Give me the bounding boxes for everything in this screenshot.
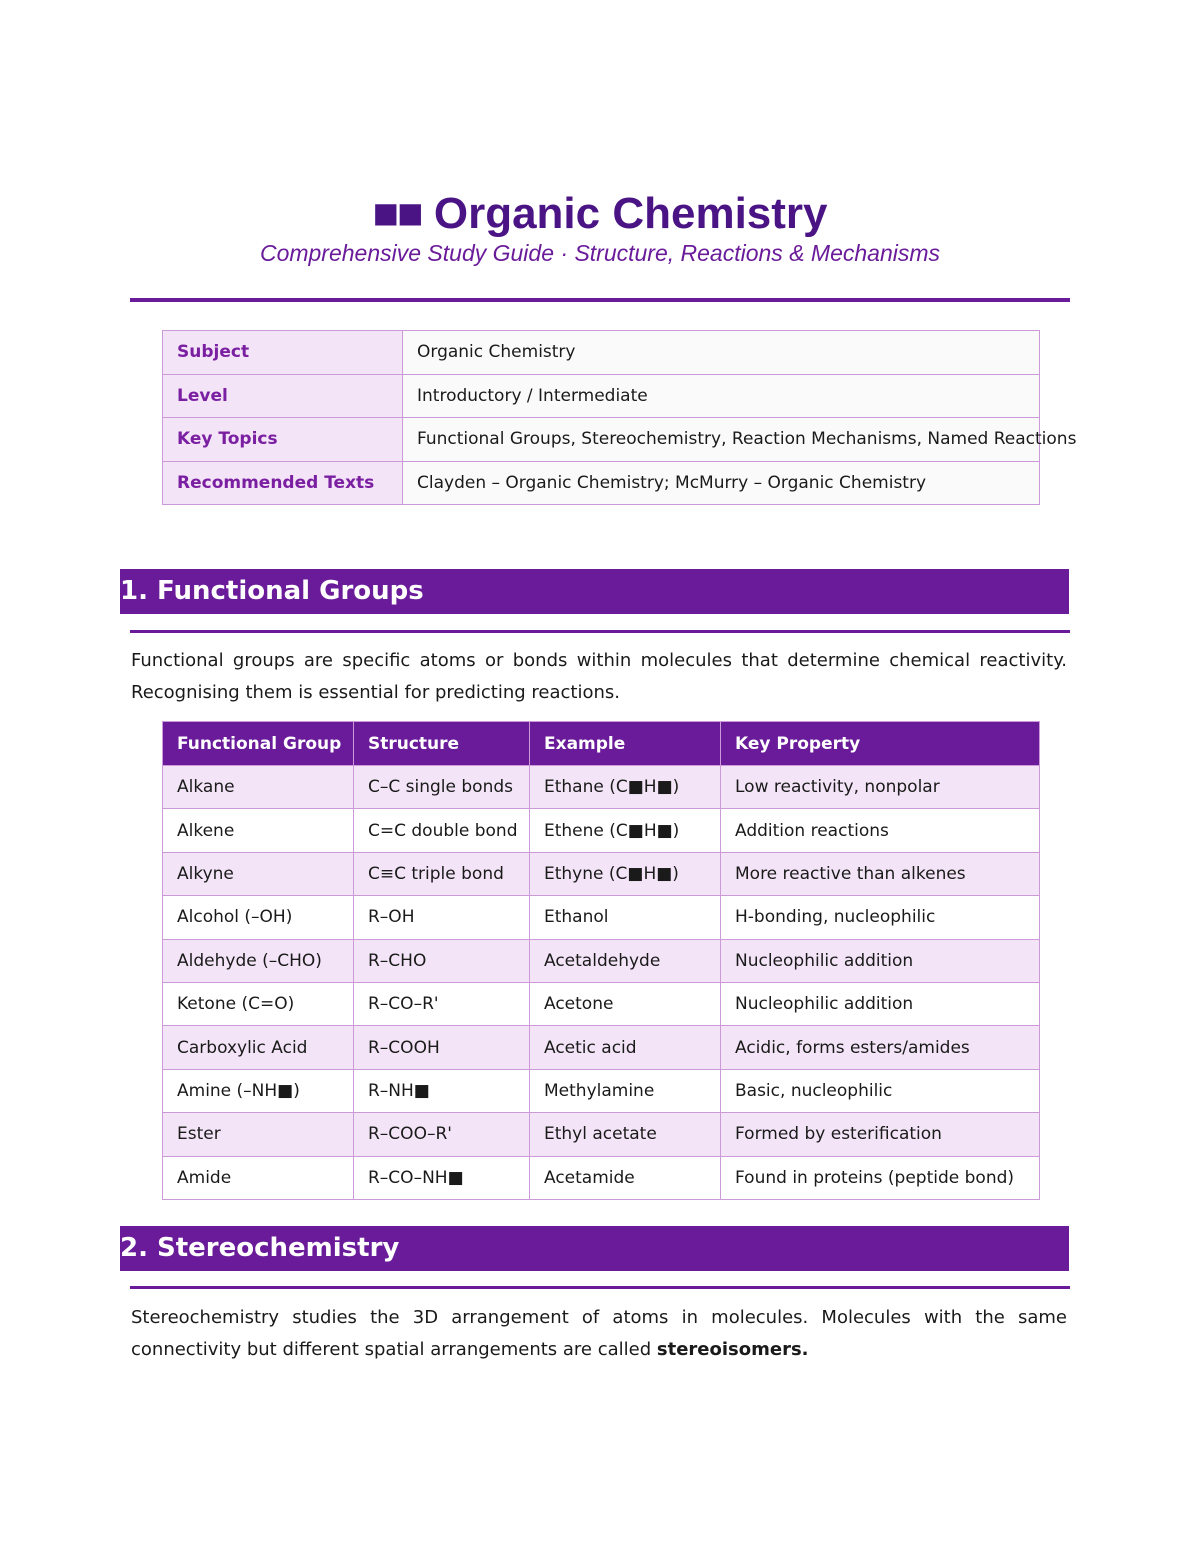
section-divider — [130, 1286, 1070, 1289]
title-glyphs: ■■ — [372, 189, 422, 238]
table-cell: Ethyne (C■H■) — [530, 852, 721, 895]
table-cell: R–NH■ — [354, 1069, 530, 1112]
stereochemistry-intro-text: Stereochemistry studies the 3D arrangement of atoms in molecules. Molecules with the same connectivity but different spatial arrangements are called — [131, 1307, 1067, 1360]
table-row — [163, 896, 1040, 939]
table-cell: Ethene (C■H■) — [530, 809, 721, 852]
table-cell: R–OH — [354, 896, 530, 939]
section-divider — [130, 630, 1070, 633]
table-cell: H-bonding, nucleophilic — [721, 896, 1040, 939]
table-row — [163, 766, 1040, 809]
meta-label: Recommended Texts — [163, 461, 403, 505]
table-cell: Formed by esterification — [721, 1113, 1040, 1156]
stereochemistry-intro — [131, 1302, 1067, 1366]
meta-label: Key Topics — [163, 418, 403, 462]
stereoisomers-term: stereoisomers. — [656, 1339, 809, 1360]
table-cell: Basic, nucleophilic — [721, 1069, 1040, 1112]
table-cell: Acetic acid — [530, 1026, 721, 1069]
title-text: Organic Chemistry — [433, 189, 828, 238]
table-cell: Ester — [163, 1113, 354, 1156]
functional-groups-table — [162, 721, 1040, 1200]
table-cell: R–CHO — [354, 939, 530, 982]
table-row — [163, 1156, 1040, 1199]
table-cell: Carboxylic Acid — [163, 1026, 354, 1069]
meta-row-level — [163, 374, 1040, 418]
column-header: Key Property — [721, 722, 1040, 766]
table-cell: Ethanol — [530, 896, 721, 939]
table-cell: Alkane — [163, 766, 354, 809]
metadata-table — [162, 330, 1077, 505]
table-cell: Nucleophilic addition — [721, 982, 1040, 1025]
table-cell: Acetone — [530, 982, 721, 1025]
table-cell: Alkene — [163, 809, 354, 852]
table-cell: Acetamide — [530, 1156, 721, 1199]
meta-value: Organic Chemistry — [403, 331, 1040, 375]
meta-label: Subject — [163, 331, 403, 375]
table-cell: R–CO–NH■ — [354, 1156, 530, 1199]
functional-groups-intro: Functional groups are specific atoms or bonds within molecules that determine chemical reactivity. Recognising them is essential for predicting reactions. — [131, 650, 1067, 703]
meta-value: Introductory / Intermediate — [403, 374, 1040, 418]
table-cell: Amide — [163, 1156, 354, 1199]
table-row — [163, 852, 1040, 895]
table-cell: Acetaldehyde — [530, 939, 721, 982]
table-cell: Nucleophilic addition — [721, 939, 1040, 982]
table-row — [163, 1113, 1040, 1156]
table-cell: R–COO–R' — [354, 1113, 530, 1156]
meta-row-subject — [163, 331, 1040, 375]
section-heading-functional-groups: 1. Functional Groups — [120, 569, 1069, 614]
meta-row-key-topics — [163, 418, 1040, 462]
table-cell: Alcohol (–OH) — [163, 896, 354, 939]
page-title — [0, 186, 1200, 242]
section-heading-stereochemistry: 2. Stereochemistry — [120, 1226, 1069, 1271]
table-cell: Acidic, forms esters/amides — [721, 1026, 1040, 1069]
table-cell: More reactive than alkenes — [721, 852, 1040, 895]
table-cell: Aldehyde (–CHO) — [163, 939, 354, 982]
table-row — [163, 939, 1040, 982]
table-cell: Alkyne — [163, 852, 354, 895]
meta-label: Level — [163, 374, 403, 418]
table-cell: Ethane (C■H■) — [530, 766, 721, 809]
table-cell: C–C single bonds — [354, 766, 530, 809]
page-subtitle: Comprehensive Study Guide · Structure, Reactions & Mechanisms — [259, 240, 941, 266]
column-header: Example — [530, 722, 721, 766]
table-cell: Low reactivity, nonpolar — [721, 766, 1040, 809]
meta-value: Functional Groups, Stereochemistry, Reaction Mechanisms, Named Reactions — [403, 418, 1040, 462]
table-cell: Amine (–NH■) — [163, 1069, 354, 1112]
table-row — [163, 1026, 1040, 1069]
table-cell: C=C double bond — [354, 809, 530, 852]
title-divider — [130, 298, 1070, 302]
table-cell: Addition reactions — [721, 809, 1040, 852]
table-row — [163, 809, 1040, 852]
meta-row-texts — [163, 461, 1040, 505]
table-cell: Methylamine — [530, 1069, 721, 1112]
table-cell: Found in proteins (peptide bond) — [721, 1156, 1040, 1199]
table-header-row — [163, 722, 1040, 766]
table-cell: R–COOH — [354, 1026, 530, 1069]
column-header: Functional Group — [163, 722, 354, 766]
table-cell: Ketone (C=O) — [163, 982, 354, 1025]
meta-value: Clayden – Organic Chemistry; McMurry – Organic Chemistry — [403, 461, 1040, 505]
table-row — [163, 982, 1040, 1025]
table-row — [163, 1069, 1040, 1112]
table-cell: Ethyl acetate — [530, 1113, 721, 1156]
table-cell: R–CO–R' — [354, 982, 530, 1025]
column-header: Structure — [354, 722, 530, 766]
table-cell: C≡C triple bond — [354, 852, 530, 895]
